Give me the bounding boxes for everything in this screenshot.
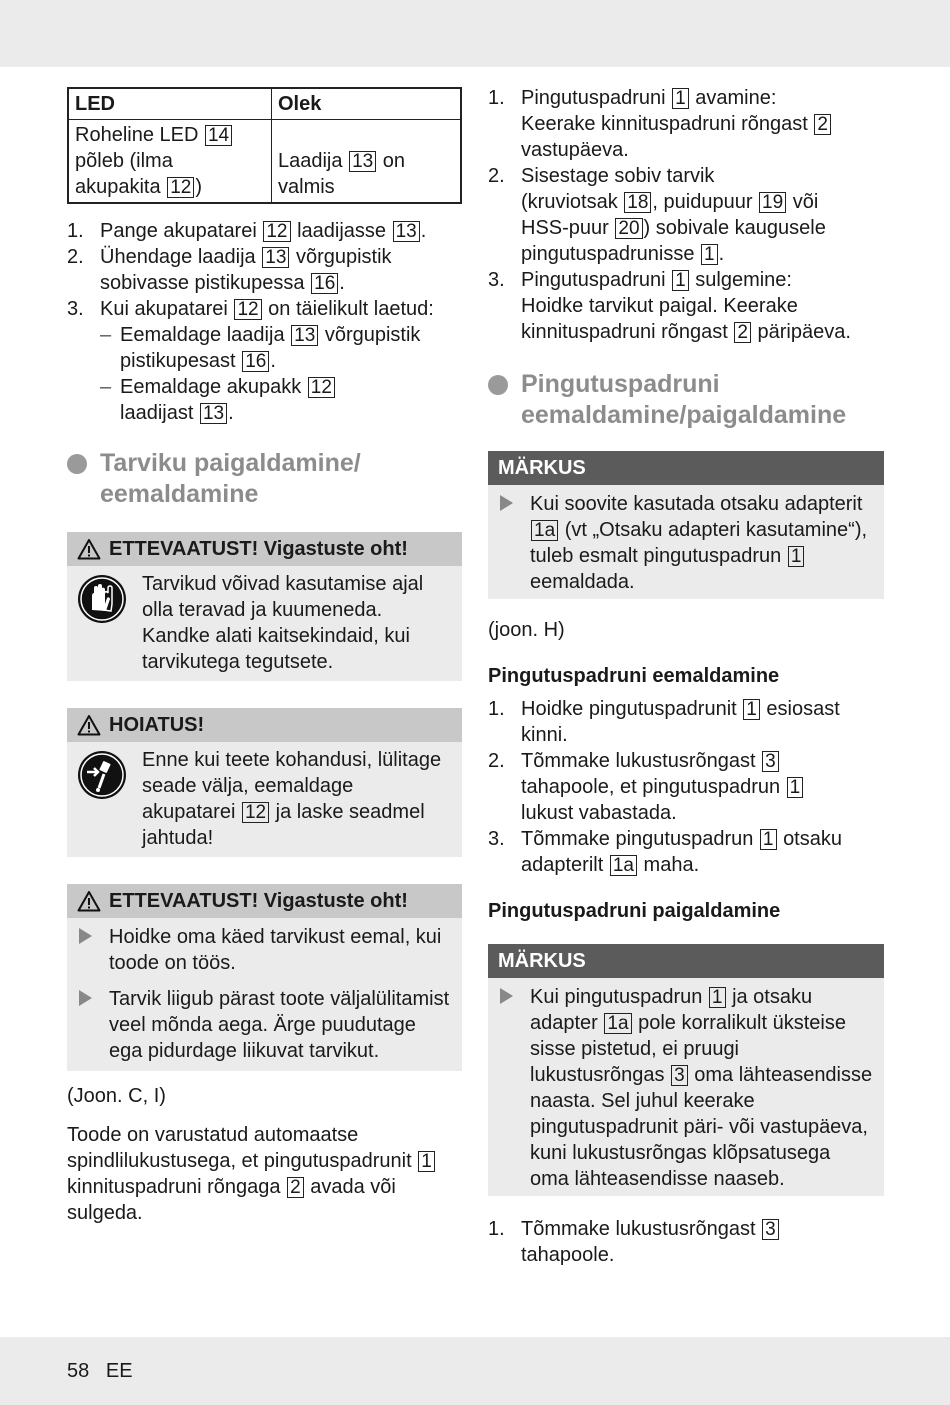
step-number: 1. (67, 220, 84, 242)
ref-box: 1 (787, 777, 804, 798)
ref-box: 1a (610, 855, 637, 876)
ref-box: 13 (393, 221, 420, 242)
dash-item: – Eemaldage akupakk 12 laadijast 13 . (100, 374, 462, 426)
warning-header: HOIATUS! (67, 708, 462, 742)
table-header-led: LED (68, 88, 272, 120)
note-box (488, 451, 884, 599)
bullet-item: Kui soovite kasutada otsaku adapterit 1a (vt „Otsaku adapteri kasutamine“), tuleb esmalt pingutuspadrun 1 eemaldada. (488, 485, 884, 599)
ref-box: 1a (604, 1013, 631, 1034)
note-header: MÄRKUS (488, 944, 884, 978)
chuck-steps (488, 85, 884, 345)
triangle-bullet-icon (500, 988, 513, 1004)
ref-box: 2 (814, 114, 831, 135)
ref-box: 12 (167, 177, 194, 198)
dash-marker: – (100, 324, 112, 346)
ref-box: 13 (349, 151, 376, 172)
top-band (0, 0, 950, 67)
step-number: 2. (488, 750, 505, 772)
caution-box-moving (67, 884, 462, 1071)
ref-box: 3 (671, 1065, 688, 1086)
gloves-icon (77, 574, 127, 624)
ref-box: 3 (762, 751, 779, 772)
step-number: 1. (488, 1218, 505, 1240)
caution-header: ETTEVAATUST! Vigastuste oht! (67, 884, 462, 918)
led-status-table (67, 87, 462, 204)
unplug-icon (77, 750, 127, 800)
ref-box: 3 (762, 1219, 779, 1240)
table-header-status: Olek (272, 88, 462, 120)
triangle-bullet-icon (79, 928, 92, 944)
ref-box: 20 (615, 218, 642, 239)
warning-triangle-icon (77, 538, 101, 560)
note-header: MÄRKUS (488, 451, 884, 485)
list-item: 1. Pingutuspadruni 1 avamine: Keerake kinnituspadruni rõngast 2 vastupäeva. (488, 85, 884, 163)
list-item: 1. Hoidke pingutuspadrunit 1 esiosast kinni. (488, 698, 840, 746)
ref-box: 14 (205, 125, 232, 146)
ref-box: 12 (308, 377, 335, 398)
triangle-bullet-icon (79, 990, 92, 1006)
section-heading: Pingutuspadruni eemaldamine/paigaldamine (488, 369, 884, 431)
list-item: 1. Pange akupatarei 12 laadijasse 13 . (67, 220, 427, 242)
step-number: 1. (488, 698, 505, 720)
step-number: 3. (488, 828, 505, 850)
section-heading: Tarviku paigaldamine/ eemaldamine (67, 448, 462, 510)
list-item: 2. Ühendage laadija 13 võrgupistik sobivasse pistikupessa 16 . (67, 246, 392, 294)
ref-box: 1 (743, 699, 760, 720)
ref-box: 1a (531, 520, 558, 541)
bullet-item: Hoidke oma käed tarvikust eemal, kui toode on töös. (67, 921, 462, 979)
ref-box: 1 (418, 1151, 435, 1172)
charging-steps (67, 218, 462, 426)
left-column (67, 85, 462, 1226)
ref-box: 1 (709, 987, 726, 1008)
ref-box: 12 (234, 299, 261, 320)
table-cell-status: Laadija 13 on valmis (278, 150, 406, 198)
step-number: 1. (488, 87, 505, 109)
footer-band (0, 1337, 950, 1405)
ref-box: 12 (242, 802, 269, 823)
list-item: 3. Pingutuspadruni 1 sulgemine: Hoidke tarvikut paigal. Keerake kinnituspadruni rõngast 2 päripäeva. (488, 269, 851, 343)
paragraph: Toode on varustatud automaatse spindlilukustusega, et pingutuspadrunit 1 kinnituspadruni rõngaga 2 avada või sulgeda. (67, 1122, 462, 1226)
step-number: 3. (67, 298, 84, 320)
subheading: Pingutuspadruni eemaldamine (488, 665, 780, 687)
ref-box: 2 (734, 322, 751, 343)
warning-box-unplug (67, 708, 462, 857)
ref-box: 16 (311, 273, 338, 294)
caution-box-gloves (67, 532, 462, 681)
figure-ref: (joon. H) (488, 619, 565, 641)
install-steps (488, 1216, 884, 1268)
bullet-item: Kui pingutuspadrun 1 ja otsaku adapter 1a pole korralikult üksteise sisse pistetud, ei pruugi lukustusrõngas 3 oma lähteasendisse naasta. Sel juhul keerake pingutuspadrunit päri- või vastupäeva, kuni lukustusrõngas klõpsatusega oma lähteasendisse naaseb. (488, 978, 884, 1196)
removal-steps (488, 696, 884, 878)
list-item: 2. Sisestage sobiv tarvik (kruviotsak 18 , puidupuur 19 või HSS-puur 20 ) sobivale kaugusele pingutuspadrunisse 1 . (488, 165, 826, 265)
figure-ref: (Joon. C, I) (67, 1085, 166, 1107)
list-item: 1. Tõmmake lukustusrõngast 3 tahapoole. (488, 1216, 884, 1268)
list-item: 2. Tõmmake lukustusrõngast 3 tahapoole, et pingutuspadrun 1 lukust vabastada. (488, 748, 884, 826)
ref-box: 16 (242, 351, 269, 372)
ref-box: 1 (760, 829, 777, 850)
warning-triangle-icon (77, 714, 101, 736)
caution-text: Tarvikud võivad kasutamise ajal olla teravad ja kuumeneda. Kandke alati kaitsekindaid, kui tarvikutega tegutsete. (142, 573, 424, 673)
list-item: 3. Kui akupatarei 12 on täielikult laetud: – Eemaldage laadija 13 võrgupistik pistikupesast 16 . – Eemaldage akupakk 12 laadijast 13 . (67, 296, 462, 426)
bullet-item: Tarvik liigub pärast toote väljalülitamist veel mõnda aega. Ärge puudutage ega pidurdage liikuvat tarvikut. (67, 983, 462, 1067)
ref-box: 13 (200, 403, 227, 424)
subheading: Pingutuspadruni paigaldamine (488, 900, 781, 922)
ref-box: 1 (672, 270, 689, 291)
step-number: 2. (488, 165, 505, 187)
ref-box: 1 (701, 244, 718, 265)
ref-box: 2 (287, 1177, 304, 1198)
bullet-dot (67, 454, 87, 474)
ref-box: 1 (672, 88, 689, 109)
ref-box: 12 (263, 221, 290, 242)
warning-text: Enne kui teete kohandusi, lülitage seade välja, eemaldage akupatarei 12 ja laske seadmel jahtuda! (142, 749, 442, 849)
step-number: 2. (67, 246, 84, 268)
list-item: 3. Tõmmake pingutuspadrun 1 otsaku adapterilt 1a maha. (488, 828, 842, 876)
bullet-dot (488, 375, 508, 395)
page-number: 58 EE (67, 1360, 133, 1382)
triangle-bullet-icon (500, 495, 513, 511)
warning-triangle-icon (77, 890, 101, 912)
caution-header: ETTEVAATUST! Vigastuste oht! (67, 532, 462, 566)
ref-box: 1 (788, 546, 805, 567)
note-box (488, 944, 884, 1196)
right-column (488, 85, 884, 1268)
ref-box: 18 (624, 192, 651, 213)
table-cell-led: Roheline LED 14 põleb (ilma akupakita 12 ) (68, 120, 272, 204)
dash-marker: – (100, 376, 112, 398)
dash-item: – Eemaldage laadija 13 võrgupistik pistikupesast 16 . (100, 324, 421, 372)
ref-box: 19 (759, 192, 786, 213)
ref-box: 13 (291, 325, 318, 346)
step-number: 3. (488, 269, 505, 291)
ref-box: 13 (262, 247, 289, 268)
